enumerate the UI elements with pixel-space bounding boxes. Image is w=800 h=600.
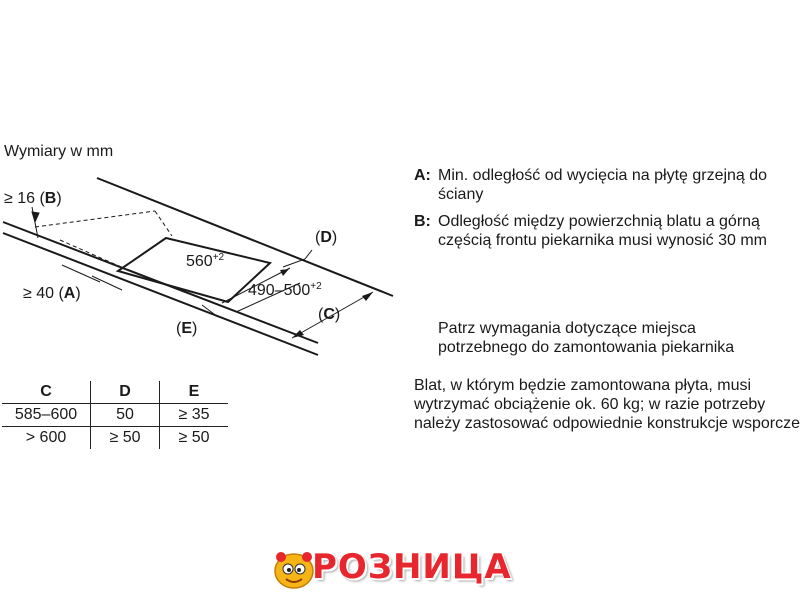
label-d-key: D [320, 229, 332, 246]
label-a-key: A [63, 285, 76, 302]
label-c-close: ) [334, 306, 341, 323]
note-key: B: [414, 213, 431, 230]
dim-b-arrow [32, 212, 39, 222]
note-worktop-load: Blat, w którym będzie zamontowana płyta, musi wytrzymać obciążenie ok. 60 kg; w razie potrzeby należy zastosować odpowiednie konstrukcje wsporcze [414, 377, 800, 432]
label-c-open: ( [318, 306, 324, 323]
notes-list [414, 166, 800, 258]
note-b [414, 212, 800, 250]
dim-depth-arrow [280, 269, 289, 276]
label-c [318, 306, 340, 324]
table-header-row [2, 381, 228, 404]
label-d [315, 229, 337, 247]
dim-d-line [283, 259, 305, 267]
width-value: 560 [186, 253, 213, 270]
caption: Wymiary w mm [4, 143, 114, 160]
depth-value: 490–500 [248, 282, 311, 299]
table-cell: ≥ 50 [178, 429, 210, 446]
dimension-table [2, 381, 228, 449]
note-text: Odległość między powierzchnią blatu a górną częścią frontu piekarnika musi wynosić 30 mm [438, 213, 768, 249]
dim-c-arrow [362, 292, 373, 301]
label-a-prefix: ≥ 40 ( [23, 285, 64, 302]
label-width [186, 252, 224, 271]
depth-tolerance: +2 [310, 281, 322, 292]
table-cell: ≥ 35 [160, 404, 229, 427]
hidden-line [60, 240, 128, 270]
label-e-key: E [181, 320, 192, 337]
label-e [176, 320, 197, 338]
table-cell: 585–600 [2, 404, 91, 427]
label-c-key: C [323, 306, 335, 323]
label-d-open: ( [315, 229, 321, 246]
brand-logo[interactable] [272, 545, 528, 595]
logo-text: РОЗНИЦА [312, 547, 512, 587]
cutout-diagram [0, 0, 410, 370]
hidden-line [35, 211, 155, 227]
label-a-suffix: ) [75, 285, 81, 302]
dim-d-line [305, 250, 312, 259]
table-header: E [160, 381, 229, 404]
label-depth [248, 281, 322, 300]
label-b-key: B [44, 190, 57, 207]
note-a [414, 166, 800, 204]
note-oven-space: Patrz wymagania dotyczące miejsca potrzebnego do zamontowania piekarnika [438, 320, 735, 356]
table-row [2, 404, 228, 427]
label-e-open: ( [176, 320, 182, 337]
hidden-line [155, 211, 172, 236]
note-text: Min. odległość od wycięcia na płytę grzejną do ściany [438, 167, 768, 203]
label-b-suffix: ) [56, 190, 62, 207]
table-cell: 50 [91, 404, 160, 427]
label-a [23, 285, 81, 303]
table-header: D [91, 381, 160, 404]
table-header: C [2, 381, 91, 404]
label-b [4, 190, 62, 208]
table-row [2, 427, 228, 450]
label-e-close: ) [192, 320, 198, 337]
table-cell: > 600 [2, 427, 91, 450]
note-key: A: [414, 167, 431, 184]
table-cell: ≥ 50 [91, 427, 160, 450]
mascot-icon [272, 549, 316, 591]
label-b-prefix: ≥ 16 ( [4, 190, 45, 207]
label-d-close: ) [331, 229, 338, 246]
width-tolerance: +2 [212, 252, 225, 263]
